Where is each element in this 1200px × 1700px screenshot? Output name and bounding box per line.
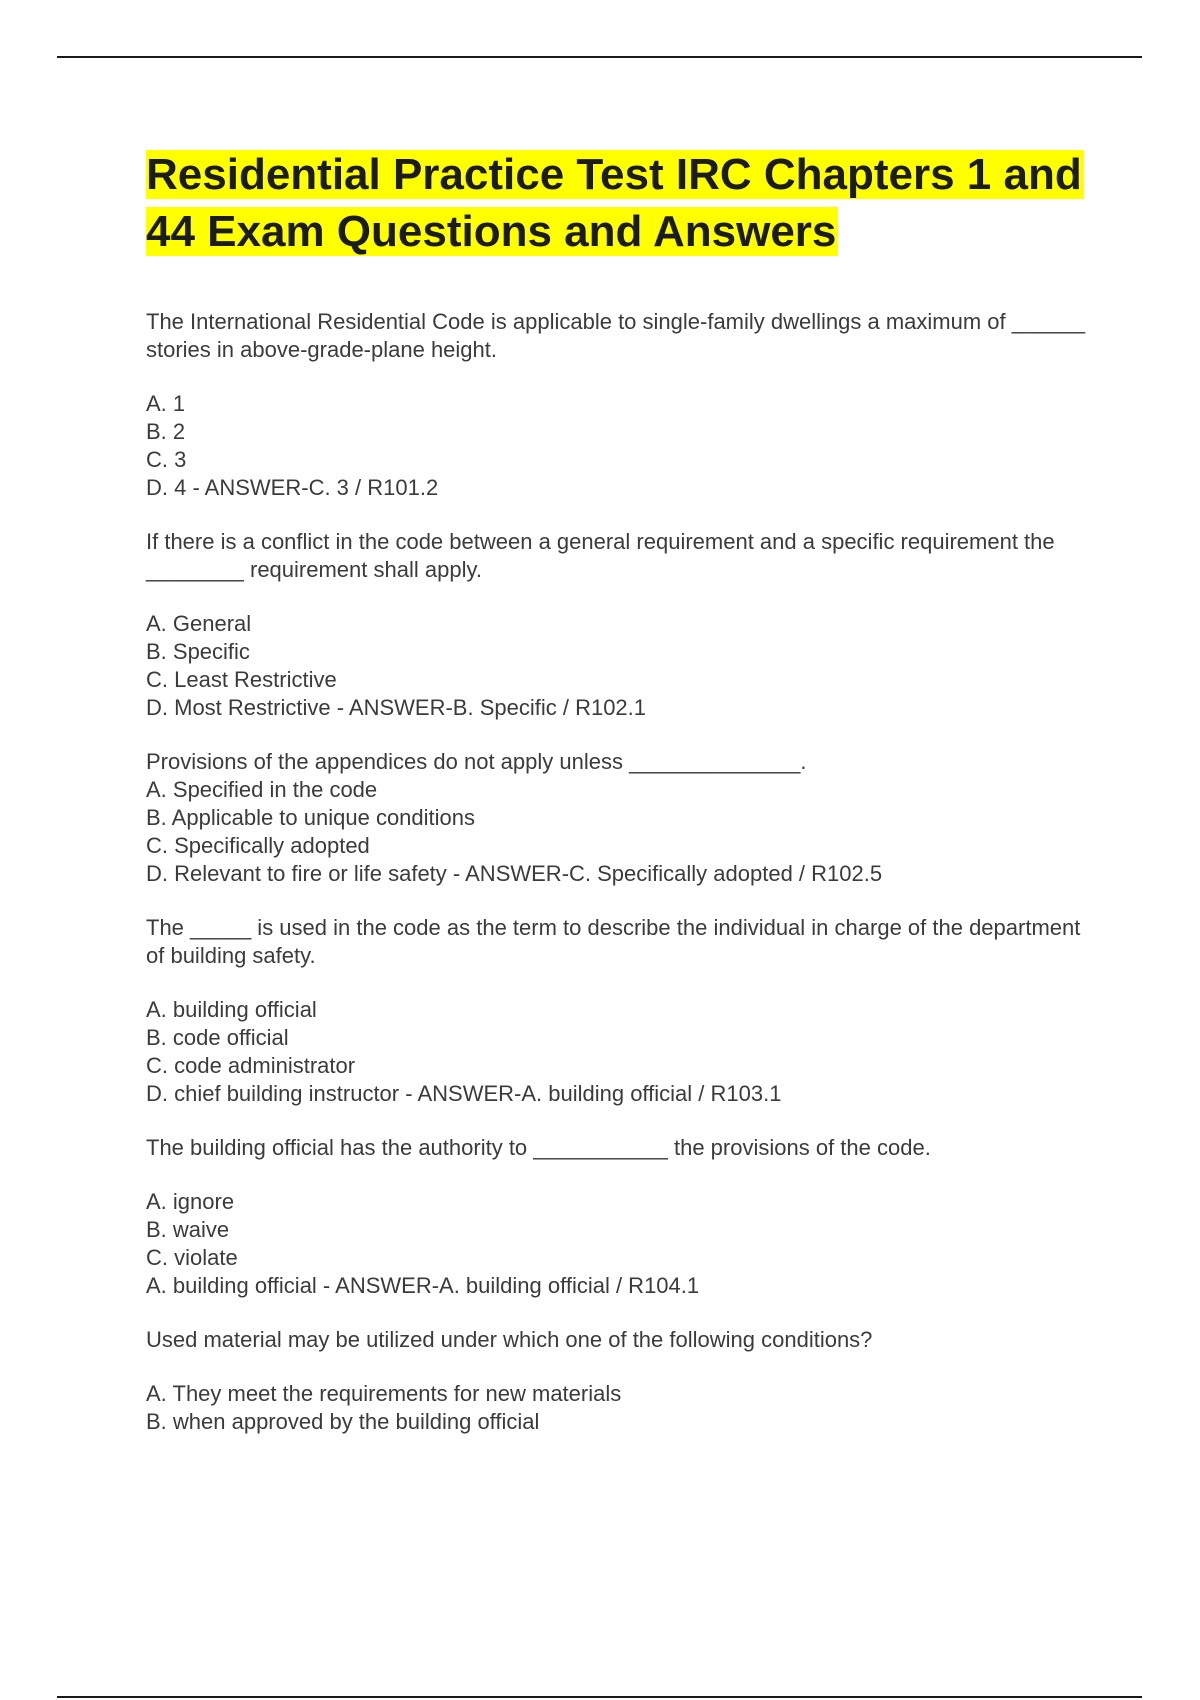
answer-option: C. Specifically adopted — [146, 833, 370, 858]
answer-option: D. 4 - ANSWER-C. 3 / R101.2 — [146, 475, 439, 500]
document-title-text: Residential Practice Test IRC Chapters 1 and 44 Exam Questions and Answers — [146, 150, 1082, 256]
answer-option: B. 2 — [146, 419, 186, 444]
answer-option: C. code administrator — [146, 1053, 356, 1078]
answer-option: D. chief building instructor - ANSWER-A. building official / R103.1 — [146, 1081, 782, 1106]
question-block-6 — [146, 1326, 1086, 1436]
question-text: The International Residential Code is applicable to single-family dwellings a maximum of ______ stories in above-grade-plane height. — [146, 309, 1092, 362]
answer-option: A. ignore — [146, 1189, 235, 1214]
question-block-5 — [146, 1134, 1086, 1300]
answer-option: A. building official — [146, 997, 317, 1022]
answer-option: A. Specified in the code — [146, 777, 378, 802]
answer-option: B. Specific — [146, 639, 250, 664]
answer-option: B. when approved by the building official — [146, 1409, 540, 1434]
answer-option: C. 3 — [146, 447, 187, 472]
question-block-3 — [146, 748, 1086, 888]
answer-option: A. 1 — [146, 391, 186, 416]
document-title — [146, 146, 1086, 260]
top-divider — [57, 56, 1142, 58]
answer-option: C. Least Restrictive — [146, 667, 337, 692]
bottom-divider — [57, 1696, 1142, 1698]
question-block-2 — [146, 528, 1086, 722]
answer-option: A. building official - ANSWER-A. building official / R104.1 — [146, 1273, 700, 1298]
answer-option: C. violate — [146, 1245, 238, 1270]
document-body — [146, 146, 1092, 1462]
answer-option: D. Relevant to fire or life safety - ANSWER-C. Specifically adopted / R102.5 — [146, 861, 883, 886]
answer-option: A. General — [146, 611, 252, 636]
question-block-4 — [146, 914, 1086, 1108]
answer-option: B. code official — [146, 1025, 289, 1050]
question-text: If there is a conflict in the code between a general requirement and a specific requirement the ________ requirement shall apply. — [146, 529, 1061, 582]
answer-option: B. waive — [146, 1217, 230, 1242]
question-text: Provisions of the appendices do not apply unless ______________. — [146, 749, 807, 774]
question-text: Used material may be utilized under which one of the following conditions? — [146, 1327, 873, 1352]
answer-option: D. Most Restrictive - ANSWER-B. Specific / R102.1 — [146, 695, 647, 720]
question-block-1 — [146, 308, 1092, 502]
answer-option: A. They meet the requirements for new materials — [146, 1381, 622, 1406]
question-text: The building official has the authority to ___________ the provisions of the code. — [146, 1135, 931, 1160]
answer-option: B. Applicable to unique conditions — [146, 805, 476, 830]
question-text: The _____ is used in the code as the term to describe the individual in charge of the department of building safety. — [146, 915, 1087, 968]
